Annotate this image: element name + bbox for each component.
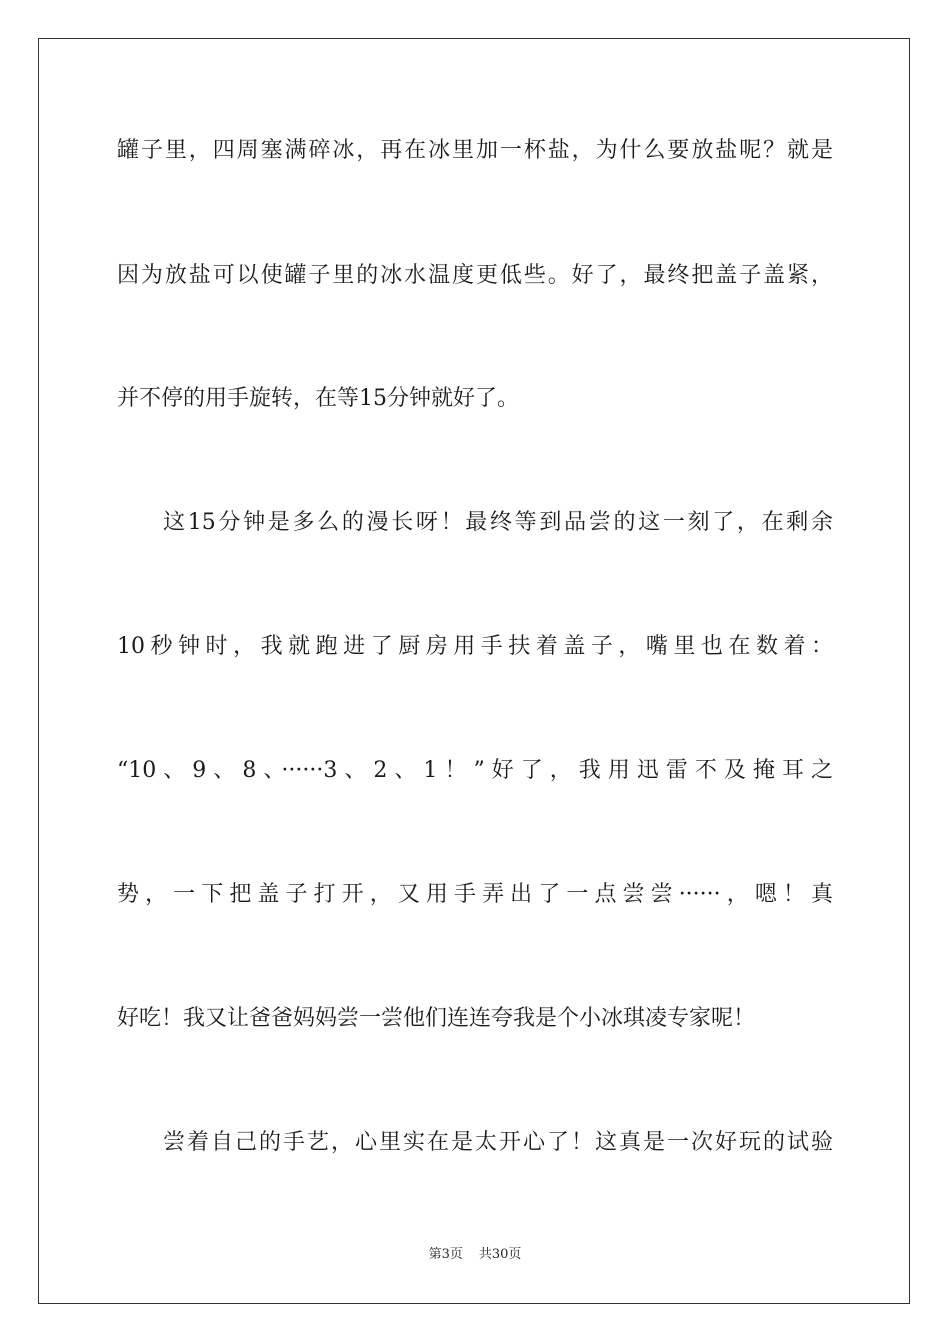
text-line-1: 罐子里，四周塞满碎冰，再在冰里加一杯盐，为什么要放盐呢？就是 [117,138,833,163]
text-line-3: 并不停的用手旋转，在等15分钟就好了。 [117,386,519,411]
text-line-6: “10、9、8、······3、2、1！”好了，我用迅雷不及掩耳之 [117,758,833,783]
page-footer [0,1246,950,1264]
text-line-5: 10秒钟时，我就跑进了厨房用手扶着盖子，嘴里也在数着： [117,634,833,659]
page-number: 第3页 [428,1247,463,1262]
text-line-7: 势，一下把盖子打开，又用手弄出了一点尝尝······，嗯！真 [117,882,833,907]
page-total: 共30页 [478,1247,522,1262]
text-line-8: 好吃！我又让爸爸妈妈尝一尝他们连连夸我是个小冰琪凌专家呢！ [117,1006,756,1031]
text-line-2: 因为放盐可以使罐子里的冰水温度更低些。好了，最终把盖子盖紧， [117,263,833,288]
text-line-9: 尝着自己的手艺，心里实在是太开心了！这真是一次好玩的试验 [163,1130,833,1155]
text-line-4: 这15分钟是多么的漫长呀！最终等到品尝的这一刻了，在剩余 [163,510,833,535]
page-border [38,38,910,1304]
